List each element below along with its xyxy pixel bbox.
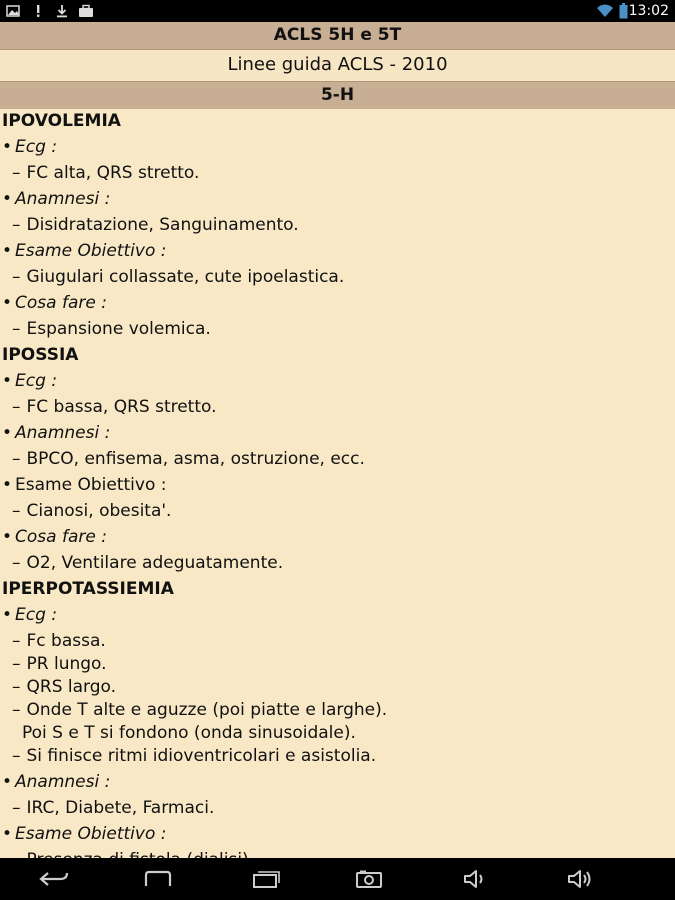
list-item-text: BPCO, enfisema, asma, ostruzione, ecc. <box>26 449 365 469</box>
list-item-text: IRC, Diabete, Farmaci. <box>26 798 215 818</box>
dash-icon: – <box>12 631 21 651</box>
field-label-text: Anamnesi : <box>15 772 111 792</box>
dash-icon: – <box>12 677 21 697</box>
list-item <box>12 267 344 287</box>
navigation-bar <box>0 858 675 900</box>
list-item-text: Espansione volemica. <box>26 319 211 339</box>
list-item <box>12 677 116 697</box>
field-label-text: Esame Obiettivo : <box>15 475 167 495</box>
field-label <box>2 824 166 844</box>
wifi-icon <box>596 3 614 18</box>
list-item <box>12 798 214 818</box>
battery-icon <box>619 3 628 19</box>
dash-icon: – <box>12 449 21 469</box>
field-label <box>2 293 107 313</box>
list-item-continuation: Poi S e T si fondono (onda sinusoidale). <box>22 723 356 743</box>
page-subtitle: Linee guida ACLS - 2010 <box>0 50 675 80</box>
content-list[interactable] <box>0 108 675 858</box>
dash-icon: – <box>12 215 21 235</box>
field-label-text: Cosa fare : <box>15 527 107 547</box>
bullet-icon: • <box>2 423 13 443</box>
dash-icon: – <box>12 654 21 674</box>
bullet-icon: • <box>2 189 13 209</box>
field-label-text: Ecg : <box>15 137 58 157</box>
download-icon <box>56 4 68 18</box>
app-title: ACLS 5H e 5T <box>0 22 675 50</box>
bullet-icon: • <box>2 527 13 547</box>
dash-icon: – <box>12 553 21 573</box>
category-heading <box>2 345 78 365</box>
category-text: IPOVOLEMIA <box>2 111 121 131</box>
field-label <box>2 605 57 625</box>
field-label <box>2 772 110 792</box>
field-label <box>2 371 57 391</box>
dash-icon: – <box>12 267 21 287</box>
dash-icon: – <box>12 746 21 766</box>
bullet-icon: • <box>2 824 13 844</box>
volume-down-icon[interactable] <box>462 869 488 889</box>
dash-icon: – <box>12 163 21 183</box>
bullet-icon: • <box>2 241 13 261</box>
list-item <box>12 397 217 417</box>
category-text: IPOSSIA <box>2 345 79 365</box>
list-item <box>12 319 211 339</box>
dash-icon: – <box>12 700 21 720</box>
gallery-icon <box>6 4 20 18</box>
list-item-text: Si finisce ritmi idioventricolari e asistolia. <box>26 746 377 766</box>
section-header: 5-H <box>0 81 675 109</box>
list-item-text: FC bassa, QRS stretto. <box>26 397 217 417</box>
list-item-text: Giugulari collassate, cute ipoelastica. <box>26 267 345 287</box>
bullet-icon: • <box>2 293 13 313</box>
status-bar <box>0 0 675 22</box>
recent-apps-icon[interactable] <box>250 869 282 889</box>
list-item-text: O2, Ventilare adeguatamente. <box>26 553 284 573</box>
bullet-icon: • <box>2 371 13 391</box>
field-label-text: Ecg : <box>15 371 58 391</box>
field-label-text: Esame Obiettivo : <box>15 824 167 844</box>
home-icon[interactable] <box>142 869 174 889</box>
list-item <box>12 553 283 573</box>
list-item <box>12 746 376 766</box>
list-item <box>12 215 299 235</box>
field-label <box>2 189 110 209</box>
list-item-text: Onde T alte e aguzze (poi piatte e larghe). <box>26 700 388 720</box>
bullet-icon: • <box>2 137 13 157</box>
dash-icon: – <box>12 501 21 521</box>
list-item <box>12 501 171 521</box>
field-label <box>2 527 107 547</box>
field-label-text: Esame Obiettivo : <box>15 241 167 261</box>
field-label-text: Ecg : <box>15 605 58 625</box>
field-label <box>2 137 57 157</box>
list-item <box>12 654 107 674</box>
bullet-icon: • <box>2 475 13 495</box>
bullet-icon: • <box>2 772 13 792</box>
field-label-text: Anamnesi : <box>15 189 111 209</box>
screenshot-icon[interactable] <box>354 869 384 889</box>
back-icon[interactable] <box>38 869 70 889</box>
list-item-text: FC alta, QRS stretto. <box>26 163 200 183</box>
volume-up-icon[interactable] <box>566 869 594 889</box>
list-item <box>12 700 387 720</box>
dash-icon: – <box>12 319 21 339</box>
field-label <box>2 423 110 443</box>
field-label-text: Cosa fare : <box>15 293 107 313</box>
field-label <box>2 241 166 261</box>
bullet-icon: • <box>2 605 13 625</box>
list-item <box>12 449 365 469</box>
list-item-text: PR lungo. <box>26 654 107 674</box>
dash-icon: – <box>12 397 21 417</box>
clock: 13:02 <box>628 3 669 19</box>
list-item-text: Disidratazione, Sanguinamento. <box>26 215 299 235</box>
briefcase-icon <box>78 4 94 18</box>
field-label <box>2 475 166 495</box>
list-item <box>12 631 106 651</box>
category-heading <box>2 579 174 599</box>
list-item-text: Fc bassa. <box>26 631 106 651</box>
category-text: IPERPOTASSIEMIA <box>2 579 174 599</box>
list-item-text: QRS largo. <box>26 677 117 697</box>
list-item <box>12 163 199 183</box>
alert-icon <box>34 4 42 18</box>
field-label-text: Anamnesi : <box>15 423 111 443</box>
dash-icon: – <box>12 798 21 818</box>
list-item-text: Cianosi, obesita'. <box>26 501 172 521</box>
category-heading <box>2 111 121 131</box>
